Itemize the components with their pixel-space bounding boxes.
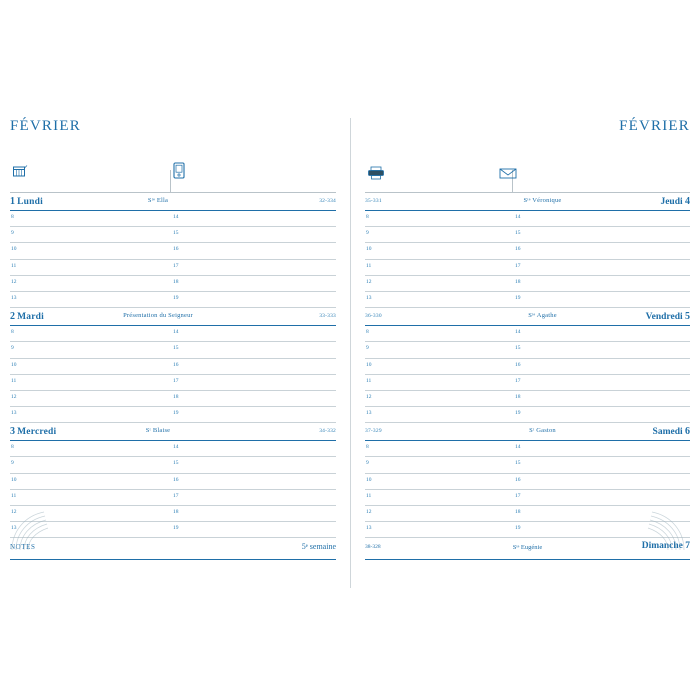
hour-label-pm: 15 bbox=[515, 460, 521, 467]
day-title bbox=[660, 196, 690, 207]
hour-grid bbox=[365, 326, 690, 423]
day-number: 5 bbox=[685, 311, 690, 323]
hour-row[interactable] bbox=[10, 441, 336, 457]
day-number: 7 bbox=[685, 541, 690, 552]
hour-row[interactable] bbox=[10, 359, 336, 375]
hour-label-am: 12 bbox=[366, 393, 372, 400]
hour-row[interactable] bbox=[10, 292, 336, 308]
hour-row[interactable] bbox=[10, 342, 336, 358]
day-saint: Sᵗᵉ Agathe bbox=[528, 312, 557, 320]
hour-row[interactable] bbox=[365, 474, 690, 490]
envelope-icon bbox=[499, 167, 517, 180]
day-header bbox=[10, 311, 336, 326]
hour-label-am: 13 bbox=[11, 525, 17, 532]
left-page bbox=[0, 118, 350, 588]
hour-label-pm: 14 bbox=[515, 214, 521, 220]
day-week-info: 35-331 bbox=[365, 198, 382, 204]
hour-label-pm: 18 bbox=[515, 393, 521, 400]
page-corner-curl bbox=[640, 506, 686, 552]
hour-row[interactable] bbox=[365, 342, 690, 358]
hour-label-pm: 19 bbox=[173, 410, 179, 417]
hour-grid bbox=[365, 211, 690, 308]
day-week-info: 36-330 bbox=[365, 313, 382, 320]
hour-label-pm: 18 bbox=[173, 393, 179, 400]
day-name: Vendredi bbox=[645, 312, 683, 323]
hour-label-pm: 19 bbox=[515, 410, 521, 417]
hour-label-pm: 18 bbox=[173, 509, 179, 515]
day-header bbox=[10, 426, 336, 441]
day-header bbox=[10, 196, 336, 211]
hour-label-am: 8 bbox=[11, 214, 14, 220]
day-week-info: 38-328 bbox=[365, 544, 381, 551]
day-block bbox=[365, 308, 690, 423]
hour-grid bbox=[10, 441, 336, 538]
hour-label-pm: 17 bbox=[515, 377, 521, 384]
left-month-title: FÉVRIER bbox=[10, 118, 81, 134]
hour-row[interactable] bbox=[10, 276, 336, 292]
day-name: Jeudi bbox=[660, 197, 683, 207]
day-header bbox=[365, 311, 690, 326]
hour-row[interactable] bbox=[10, 457, 336, 473]
hour-label-pm: 16 bbox=[515, 361, 521, 368]
hour-row[interactable] bbox=[365, 276, 690, 292]
day-number: 4 bbox=[685, 196, 690, 207]
hour-row[interactable] bbox=[365, 490, 690, 506]
right-month-title: FÉVRIER bbox=[619, 118, 690, 134]
hour-label-pm: 18 bbox=[173, 278, 179, 285]
hour-label-am: 10 bbox=[366, 246, 372, 253]
day-saint: Sᵗᵉ Eugénie bbox=[512, 544, 543, 552]
hour-row[interactable] bbox=[365, 227, 690, 243]
day-name: Dimanche bbox=[641, 541, 683, 552]
hour-label-pm: 19 bbox=[173, 525, 179, 532]
hour-label-pm: 15 bbox=[173, 345, 179, 352]
hour-row[interactable] bbox=[10, 391, 336, 407]
hour-row[interactable] bbox=[365, 457, 690, 473]
hour-row[interactable] bbox=[365, 375, 690, 391]
hour-label-am: 12 bbox=[366, 278, 372, 285]
right-page bbox=[350, 118, 700, 588]
hour-row[interactable] bbox=[10, 211, 336, 227]
hour-row[interactable] bbox=[365, 326, 690, 342]
day-saint: Sᵗᵉ Ella bbox=[147, 197, 169, 204]
hour-label-pm: 17 bbox=[173, 377, 179, 384]
day-name: Mercredi bbox=[17, 427, 57, 438]
day-number: 2 bbox=[10, 311, 15, 323]
hour-label-pm: 14 bbox=[515, 329, 521, 336]
hour-label-am: 13 bbox=[366, 525, 372, 532]
hour-label-pm: 17 bbox=[515, 492, 521, 499]
hour-label-pm: 15 bbox=[173, 460, 179, 467]
day-title bbox=[10, 311, 44, 322]
hour-label-pm: 14 bbox=[173, 444, 179, 451]
hour-grid bbox=[10, 211, 336, 308]
hour-label-pm: 17 bbox=[173, 492, 179, 499]
hour-row[interactable] bbox=[10, 260, 336, 276]
day-saint: Sᵗ Gaston bbox=[529, 427, 556, 435]
day-header bbox=[365, 426, 690, 441]
hour-label-am: 11 bbox=[11, 492, 17, 499]
hour-label-am: 13 bbox=[11, 294, 17, 301]
hour-row[interactable] bbox=[10, 474, 336, 490]
day-week-info: 33-333 bbox=[319, 313, 336, 320]
hour-label-pm: 16 bbox=[173, 361, 179, 368]
day-block bbox=[365, 193, 690, 308]
hour-label-pm: 15 bbox=[515, 230, 521, 237]
hour-label-am: 9 bbox=[366, 345, 369, 352]
hour-row[interactable] bbox=[365, 441, 690, 457]
hour-row[interactable] bbox=[365, 260, 690, 276]
hour-label-am: 8 bbox=[11, 329, 14, 336]
hour-label-am: 9 bbox=[11, 460, 14, 467]
hour-label-am: 10 bbox=[366, 361, 372, 368]
hour-label-am: 8 bbox=[11, 444, 14, 451]
spread bbox=[0, 118, 700, 588]
hour-label-am: 8 bbox=[366, 214, 369, 220]
footer-rule bbox=[365, 559, 690, 560]
hour-label-am: 11 bbox=[366, 262, 372, 269]
hour-row[interactable] bbox=[365, 211, 690, 227]
day-number: 6 bbox=[685, 426, 690, 438]
day-header bbox=[365, 196, 690, 211]
left-month-header bbox=[10, 118, 336, 144]
hour-label-am: 8 bbox=[366, 329, 369, 336]
hour-label-pm: 19 bbox=[515, 294, 521, 301]
hour-row[interactable] bbox=[10, 506, 336, 522]
left-column-divider bbox=[170, 170, 171, 192]
right-month-header bbox=[365, 118, 690, 144]
hour-label-am: 10 bbox=[366, 476, 372, 483]
hour-row[interactable] bbox=[10, 326, 336, 342]
hour-label-pm: 16 bbox=[173, 476, 179, 483]
page-corner-curl bbox=[10, 506, 56, 552]
right-icon-row bbox=[365, 144, 690, 193]
hour-row[interactable] bbox=[365, 243, 690, 259]
hour-label-pm: 17 bbox=[515, 262, 521, 269]
day-week-info: 34-332 bbox=[319, 428, 336, 435]
day-saint: Présentation du Seigneur bbox=[123, 312, 193, 320]
hour-label-am: 12 bbox=[11, 278, 17, 285]
notes-label: NOTES bbox=[10, 543, 36, 552]
hour-label-pm: 18 bbox=[515, 278, 521, 285]
week-label: 5ᵉ semaine bbox=[301, 542, 336, 552]
hour-label-am: 12 bbox=[11, 393, 17, 400]
hour-label-am: 9 bbox=[11, 230, 14, 237]
day-title bbox=[646, 311, 690, 322]
hour-row[interactable] bbox=[10, 243, 336, 259]
notebook-icon bbox=[172, 162, 186, 180]
hour-label-am: 11 bbox=[11, 377, 17, 384]
hour-label-pm: 18 bbox=[515, 509, 521, 515]
hour-row[interactable] bbox=[365, 407, 690, 423]
hour-label-pm: 15 bbox=[173, 230, 179, 237]
day-number: 3 bbox=[10, 426, 15, 438]
day-week-info: 32-334 bbox=[319, 198, 336, 204]
hour-label-am: 8 bbox=[366, 444, 369, 451]
day-name: Lundi bbox=[17, 197, 43, 207]
day-block bbox=[10, 308, 336, 423]
hour-label-pm: 19 bbox=[173, 294, 179, 301]
hour-label-pm: 14 bbox=[173, 214, 179, 220]
hour-row[interactable] bbox=[365, 391, 690, 407]
hour-label-am: 9 bbox=[366, 230, 369, 237]
printer-icon bbox=[367, 166, 385, 180]
hour-label-pm: 14 bbox=[173, 329, 179, 336]
hour-label-am: 13 bbox=[366, 410, 372, 417]
hour-label-am: 12 bbox=[366, 509, 372, 515]
hour-label-pm: 16 bbox=[515, 246, 521, 253]
day-week-info: 37-329 bbox=[365, 428, 382, 435]
hour-label-am: 13 bbox=[11, 410, 17, 417]
hour-row[interactable] bbox=[365, 292, 690, 308]
footer-rule bbox=[10, 559, 336, 560]
day-title bbox=[653, 426, 690, 437]
calendar-icon bbox=[12, 164, 28, 180]
day-name: Samedi bbox=[652, 427, 683, 438]
notes-footer bbox=[10, 542, 336, 560]
hour-label-am: 9 bbox=[366, 460, 369, 467]
hour-row[interactable] bbox=[10, 490, 336, 506]
day-block bbox=[10, 423, 336, 538]
day-name: Mardi bbox=[17, 312, 44, 323]
day-saint: Sᵗᵉ Véronique bbox=[523, 197, 562, 204]
day-title bbox=[10, 196, 43, 207]
hour-label-pm: 19 bbox=[515, 525, 521, 532]
left-icon-row bbox=[10, 144, 336, 193]
hour-row[interactable] bbox=[10, 407, 336, 423]
hour-label-pm: 16 bbox=[515, 476, 521, 483]
hour-row[interactable] bbox=[10, 375, 336, 391]
hour-row[interactable] bbox=[10, 522, 336, 538]
hour-grid bbox=[10, 326, 336, 423]
hour-label-am: 13 bbox=[366, 294, 372, 301]
day-saint: Sᵗ Blaise bbox=[145, 427, 171, 435]
hour-label-am: 12 bbox=[11, 509, 17, 515]
hour-label-pm: 15 bbox=[515, 345, 521, 352]
hour-label-am: 11 bbox=[366, 492, 372, 499]
hour-label-am: 10 bbox=[11, 476, 17, 483]
hour-row[interactable] bbox=[365, 359, 690, 375]
day-number: 1 bbox=[10, 196, 15, 207]
hour-label-am: 10 bbox=[11, 246, 17, 253]
hour-label-am: 9 bbox=[11, 345, 14, 352]
hour-row[interactable] bbox=[10, 227, 336, 243]
hour-label-pm: 14 bbox=[515, 444, 521, 451]
hour-label-am: 11 bbox=[366, 377, 372, 384]
hour-label-pm: 16 bbox=[173, 246, 179, 253]
hour-label-am: 10 bbox=[11, 361, 17, 368]
hour-label-am: 11 bbox=[11, 262, 17, 269]
day-block bbox=[10, 193, 336, 308]
hour-label-pm: 17 bbox=[173, 262, 179, 269]
